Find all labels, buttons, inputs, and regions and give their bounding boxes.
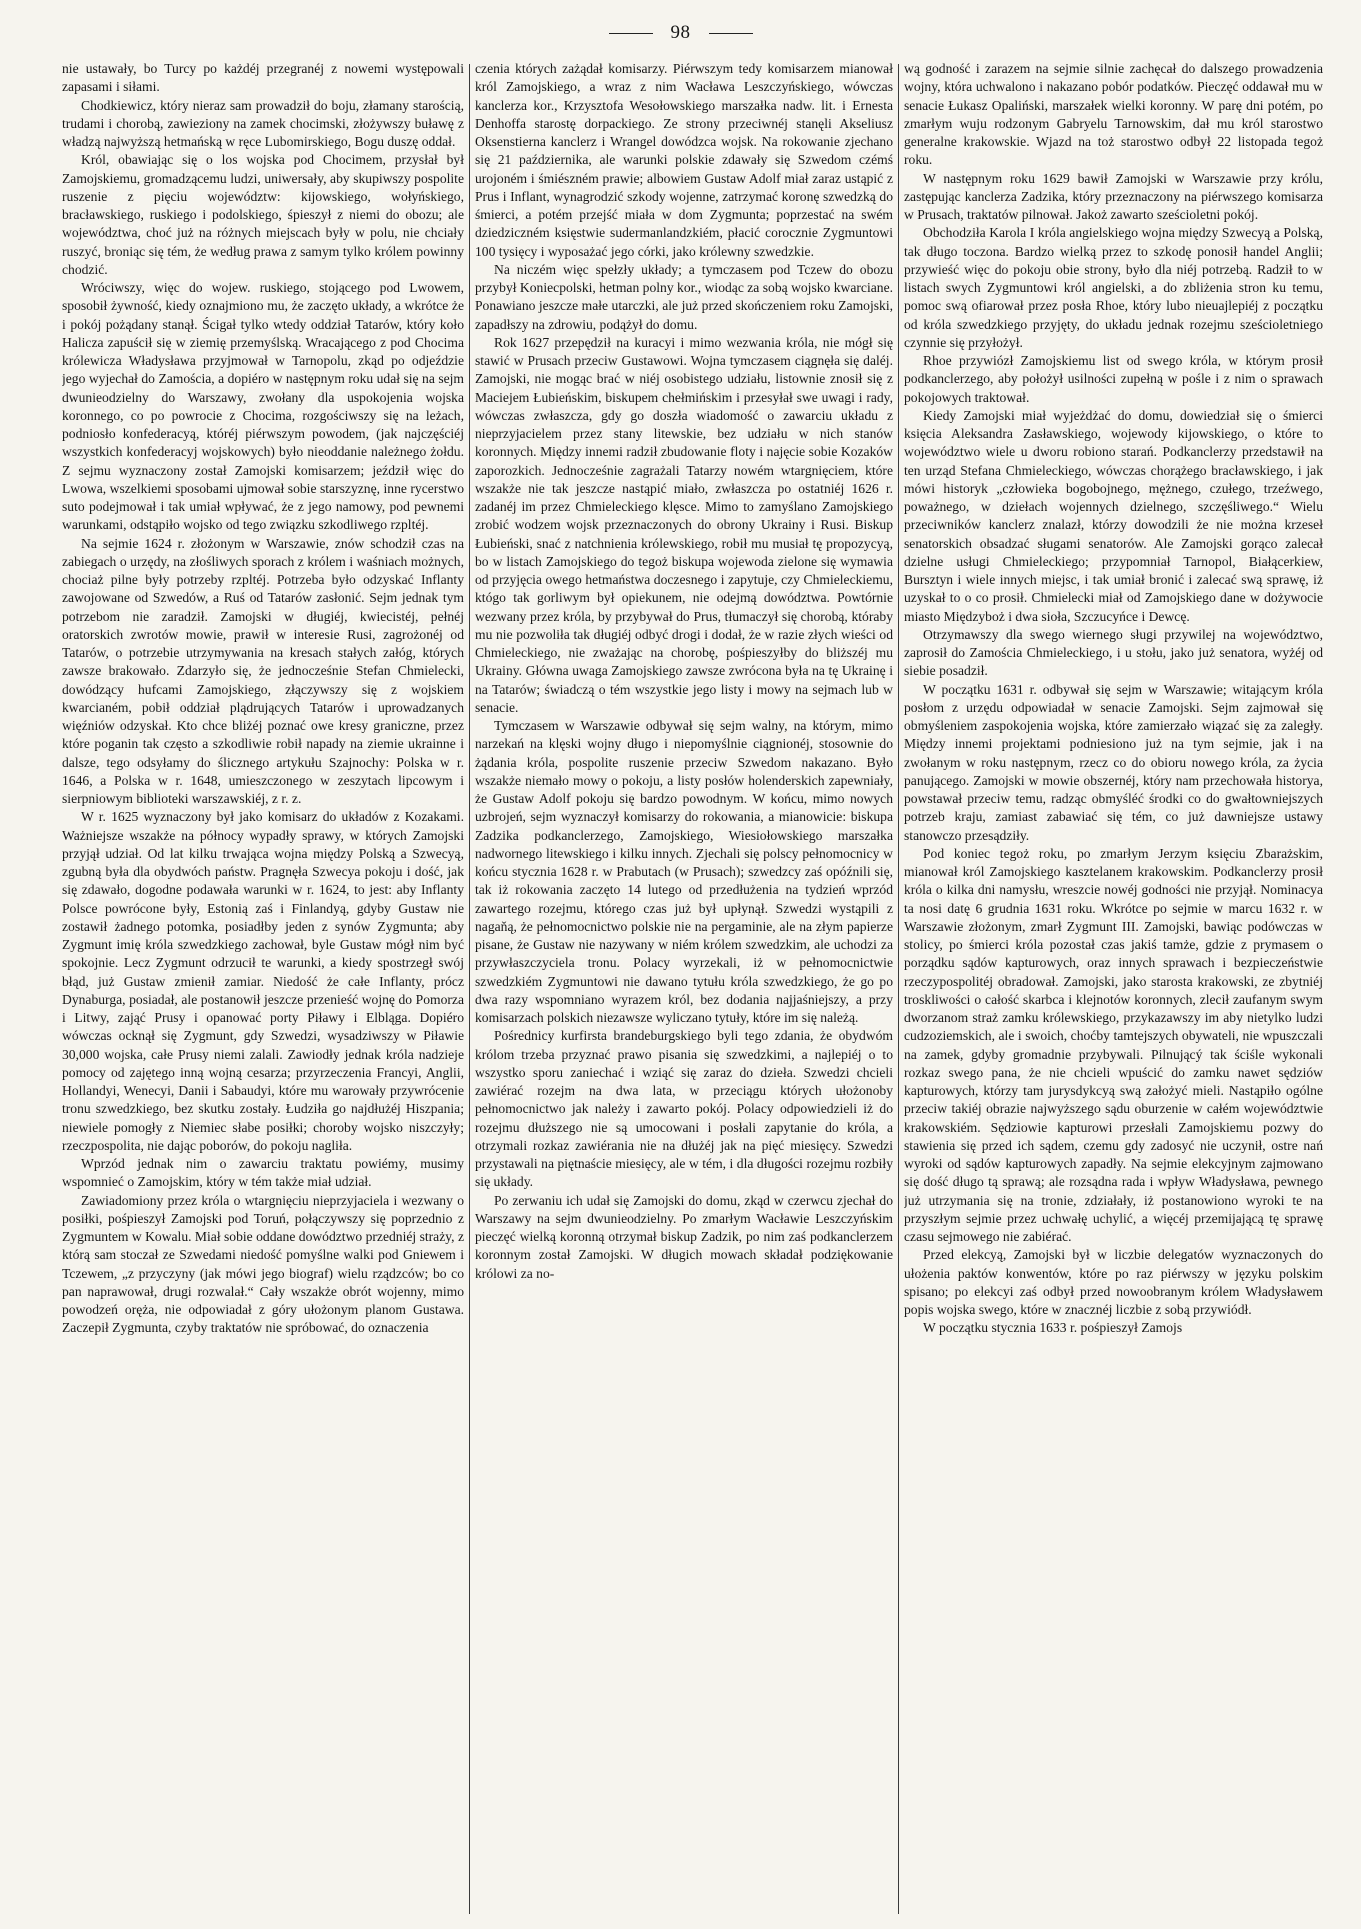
paragraph: Kiedy Zamojski miał wyjeżdżać do domu, dowiedział się o śmierci księcia Aleksandra Zasławskiego, wojewody kijowskiego, o które to województwo wiele u dworu robiono starań. Podkanclerzy przedstawił na ten urząd Stefana Chmieleckiego, wówczas chorążego bracławskiego, i jak mówi historyk „człowieka bogobojnego, mężnego, czułego, trzeźwego, poważnego, w dziełach wojennych dzielnego, szczęśliwego.“ Wielu przeciwników kanclerz znalazł, którzy dowodzili że nie można krzeseł senatorskich obsadzać sługami senatorów. Ale Zamojski gorąco zalecał dzielne usługi Chmieleckiego; przypomniał Tarnopol, Białącerkiew, Bursztyn i wiele innych miejsc, i tak umiał bronić i zalecać swą sprawę, iż uzyskał to o co prosił. Chmielecki miał od Zamojskiego dane w dożywocie miasto Międzyboż i dwa sioła, Szczucyńce i Dewcę. [904, 407, 1323, 624]
text-column-1 [62, 60, 464, 1918]
header-rule-left [609, 33, 653, 34]
paragraph: Przed elekcyą, Zamojski był w liczbie delegatów wyznaczonych do ułożenia paktów konwentów, które po raz piérwszy w języku polskim spisano; po elekcyi zaś odbył przed nowoobranym królem Władysławem popis wojska swego, które w znacznéj liczbie z sobą przywiódł. [904, 1247, 1323, 1317]
paragraph: nie ustawały, bo Turcy po każdéj przegranéj z nowemi występowali zapasami i siłami. [62, 61, 464, 95]
paragraph: czenia których zażądał komisarzy. Piérwszym tedy komisarzem mianował król Zamojskiego, a wraz z nim Wacława Leszczyńskiego, wówczas kanclerza kor., Krzysztofa Wesołowskiego marszałka nadw. lit. i Ernesta Denhoffa starostę dorpackiego. Ze strony przeciwnéj stanęli Akseliusz Oksenstierna kanclerz i Wrangel dowódzca wojsk. Na rokowanie zjechano się 21 października, ale warunki polskie zdawały się Szwedom czémś urojoném i śmiészném prawie; albowiem Gustaw Adolf miał zaraz ustąpić z Prus i Inflant, wynagrodzić szkody wojenne, zatrzymać koronę szwedzką do śmierci, a potém przejść miała w dom Zygmunta; poprzestać na swém dziedziczném księstwie sudermanlandzkiém, płacić corocznie Zygmuntowi 100 tysięcy i wyposażać jego córki, jako królewny szwedzkie. [475, 61, 893, 259]
paragraph: Tymczasem w Warszawie odbywał się sejm walny, na którym, mimo narzekań na klęski wojny długo i niepomyślnie ciągnionéj, stosownie do żądania króla, pospolite ruszenie przeciw Szwedom nakazano. Było wszakże niemało mowy o pokoju, a listy posłów holenderskich zapewniały, że Gustaw Adolf pokoju się bardzo powodnym. W końcu, mimo nowych uzbrojeń, sejm wyznaczył komisarzy do rokowania, a mianowicie: biskupa Zadzika podkanclerzego, Zamojskiego, Wiesiołowskiego marszałka nadwornego litewskiego i kilku innych. Zjechali się polscy pełnomocnicy w końcu stycznia 1628 r. w Prabutach (w Prusach); szwedzcy zaś opóźnili się, tak iż rokowania zaczęto 14 lutego od przedłużenia na tydzień wprzód zawartego rozejmu, którego czas już był upłynął. Szwedzi wystąpili z nagaňą, że pełnomocnictwo polskie nie na pergaminie, ale na złym papierze pisane, że Gustaw nie nazywany w niém królem szwedzkim, ale uchodzi za przywłaszczyciela tronu. Polacy wyrzekali, iż w pełnomocnictwie szwedzkiém Zygmuntowi nie dawano tytułu króla szwedzkiego, że go po dwa razy wspomniano wyrazem król, bez dodania najjaśniejszy, a przy komisarzach polskich niezawsze wyliczano tytuły, które im się należą. [475, 718, 893, 1025]
paragraph: W następnym roku 1629 bawił Zamojski w Warszawie przy królu, zastępując kanclerza Zadzika, który przeznaczony na piérwszego komisarza w Prusach, traktatów pilnował. Jakoż zawarto sześcioletni pokój. [904, 170, 1323, 222]
paragraph: Na niczém więc spełzły układy; a tymczasem pod Tczew do obozu przybył Koniecpolski, hetman polny kor., wiodąc za sobą wojsko kwarciane. Ponawiano jeszcze małe utarczki, ale już przed skończeniem roku Zamojski, zapadłszy na zdrowiu, podążył do domu. [475, 261, 893, 332]
paragraph: Wróciwszy, więc do wojew. ruskiego, stojącego pod Lwowem, sposobił żywność, kiedy oznajmiono mu, że zaczęto układy, a wkrótce że i pokój pożądany stanął. Ścigał tylko wtedy oddział Tatarów, który koło Halicza zapuścił się w ziemię przemyślską. Wracającego z pod Chocima królewicza Władysława przyjmował w Tarnopolu, zkąd po odjeździe jego wyjechał do Zamościa, a dopiéro w następnym roku udał się na sejm dwunieodzielny do Warszawy, zwołany dla uspokojenia wojska koronnego, co po powrocie z Chocima, rozgościwszy się na leżach, podniosło konfederacyą, któréj piérwszym powodem, (jak najczęściéj wszystkich konfederacyj wojskowych) było nieoddanie należnego żołdu. Z sejmu wyznaczony został Zamojski komisarzem; jeździł więc do Lwowa, wszelkiemi sposobami ujmował sobie starszyznę, inne rycerstwo suto podejmował i tak umiał wpływać, że z jego namowy, pod pewnemi warunkami, odstąpiło wojsko od tego związku szkodliwego rzpltéj. [62, 280, 464, 533]
page-header [0, 8, 1361, 58]
text-column-2 [475, 60, 893, 1918]
column-divider [469, 64, 470, 1914]
paragraph: W początku stycznia 1633 r. pośpieszył Zamojs [923, 1320, 1183, 1336]
text-column-3 [904, 60, 1323, 1918]
paragraph: Król, obawiając się o los wojska pod Chocimem, przysłał był Zamojskiemu, gromadzącemu ludzi, uniwersały, aby skupiwszy pospolite ruszenie z pięciu województw: kijowskiego, wołyńskiego, bracławskiego, ruskiego i podolskiego, śpieszył z niemi do obozu; ale województwa, choć już na różnych miejscach były w polu, nie chciały ruszyć, broniąc się tém, że według prawa z samym tylko królem powinny chodzić. [62, 152, 464, 277]
paragraph: wą godność i zarazem na sejmie silnie zachęcał do dalszego prowadzenia wojny, która uchwalono i nakazano pobór podatków. Pieczęć oddawał mu w senacie Łukasz Opaliński, marszałek wielki koronny. W parę dni potém, po zmarłym wuju rodzonym Gabryelu Tarnowskim, dał mu król starostwo generalne krakowskie. Wjazd na toż starostwo odbył 22 listopada tegoż roku. [904, 61, 1323, 168]
paragraph: Zawiadomiony przez króla o wtargnięciu nieprzyjaciela i wezwany o posiłki, pośpieszył Zamojski pod Toruń, połączywszy się poprzednio z Zygmuntem w Kowalu. Miał sobie oddane dowództwo przedniéj straży, z którą sam stoczał ze Szwedami niedość pomyślne walki pod Gniewem i Tczewem, „z przyczyny (jak mówi jego biograf) wielu rządzców; bo co pan naprawował, drugi rozwalał.“ Cały wszakże obrót wojenny, mimo powodzeń oręża, nie odpowiadał z góry ułożonym planom Gustawa. Zaczepił Zygmunta, czyby traktatów nie spróbować, do oznaczenia [62, 1192, 464, 1336]
paragraph: Na sejmie 1624 r. złożonym w Warszawie, znów schodził czas na zabiegach o urzędy, na złośliwych sporach z królem i waśniach możnych, chociaż pilne były potrzeby rzpltéj. Potrzeba było odzyskać Inflanty zawojowane od Szwedów, a Ruś od Tatarów zasłonić. Sejm jednak tym potrzebom nie zaradził. Zamojski w długiéj, kwiecistéj, pełnéj oratorskich zwrotów mowie, prawił w interesie Rusi, zagrożonéj od Tatarów, o potrzebie utrzymywania na kresach stałych załóg, których zawsze brakowało. Zdarzyło się, że jednocześnie Stefan Chmielecki, dowódzący hufcami Zamojskiego, złączywszy się z wojskiem kwarcianém, pobił oddział plądrujących Tatarów i uprowadzanych więźniów odzyskał. Kto chce bliżéj poznać owe kresy graniczne, przez które poganin tak często a szkodliwie robił napady na ziemie ukrainne i dalsze, tego odsyłamy do ślicznego artykułu Szajnochy: Polska w r. 1646, a Polska w r. 1648, umieszczonego w zeszytach lipcowym i sierpniowym biblioteki warszawskiéj, z r. z. [62, 535, 464, 806]
paragraph: Obchodziła Karola I króla angielskiego wojna między Szwecyą a Polską, tak długo toczona. Bardzo wielką przez to szkodę ponosił handel Anglii; przywieść więc do pokoju obie strony, było dla niéj potrzebą. Radził to w listach swych Zygmuntowi król angielski, a do zbliżenia stron ku temu, pomoc swą ofiarował przez posła Rhoe, który lubo nieuajlepiéj z początku od króla szwedzkiego przyjęty, do układu jednak rozejmu sześcioletniego czynnie się przyłożył. [904, 225, 1323, 350]
paragraph: Rhoe przywiózł Zamojskiemu list od swego króla, w którym prosił podkanclerzego, aby położył usilności zupełną w pośle i z nim o sprawach pokojowych traktował. [904, 353, 1323, 405]
paragraph: Otrzymawszy dla swego wiernego sługi przywilej na województwo, zaprosił do Zamościa Chmieleckiego, i u stołu, jako już senatora, wyżéj od siebie posadził. [904, 626, 1323, 679]
page-number: 98 [670, 22, 691, 43]
column-divider [898, 64, 899, 1914]
paragraph: Chodkiewicz, który nieraz sam prowadził do boju, złamany starością, trudami i chorobą, zawieziony na zamek chocimski, złożywszy buławę z władzą najwyższą hetmańską w ręce Lubomirskiego, Bogu duszę oddał. [62, 97, 464, 149]
paragraph: Po zerwaniu ich udał się Zamojski do domu, zkąd w czerwcu zjechał do Warszawy na sejm dwunieodzielny. Po zmarłym Wacławie Leszczyńskim pieczęć wielką koronną otrzymał biskup Zadzik, po nim zaś podkanclerzem koronnym został Zamojski. W długich mowach składał podziękowanie królowi za no- [475, 1192, 893, 1281]
paragraph: Rok 1627 przepędził na kuracyi i mimo wezwania króla, nie mógł się stawić w Prusach przeciw Gustawowi. Wojna tymczasem ciągnęła się daléj. Zamojski, nie mogąc brać w niéj osobistego udziału, listownie znosił się z Maciejem Łubieńskim, biskupem chełmińskim i przesyłał swe uwagi i rady, wówczas zwłaszcza, gdy go doszła wiadomość o zawarciu układu z nieprzyjacielem przez stany litewskie, bez udziału w nich stanów koronnych. Między innemi radził zbudowanie floty i najęcie sobie Kozaków zaporozkich. Jednocześnie zagrażali Tatarzy nowém wtargnięciem, które wszakże nie tak jeszcze nastąpić miało, zwłaszcza po ostatniéj 1626 r. zadanéj im przez Chmieleckiego klęsce. Mimo to zamyślano Zamojskiego zrobić wodzem wojsk przeznaczonych do obrony Ukrainy i Rusi. Biskup Łubieński, snać z natchnienia królewskiego, robił mu musiał tę propozycyą, bo w listach Zamojskiego do tegoż biskupa wojewoda zielone się wymawia od przyjęcia owego hetmaństwa doczesnego i zapytuje, czy Chmieleckiemu, któgo tak gorliwym był opiekunem, nie odejmą dowództwa. Powtórnie wezwany przez króla, by przybywał do Prus, tłumaczył się chorobą, któraby mu nie pozwoliła tak długiéj odbyć drogi i dodał, że w razie złych wieści od Chmieleckiego, nie zważając na chorobę, pośpieszyłby do bliższéj mu Ukrainy. Główna uwaga Zamojskiego zawsze zwrócona była na tę Ukrainę i na Tatarów; świadczą o tém wszystkie jego listy i mowy na sejmach lub w senacie. [475, 334, 893, 715]
paragraph: Pośrednicy kurfirsta brandeburgskiego byli tego zdania, że obydwóm królom trzeba przyznać prawo pisania się szwedzkimi, a najlepiéj o to wszystko sporu zaniechać i wziąć się zaraz do dzieła. Szwedzi chcieli zawiérać rozejm na dwa lata, w przeciągu których ułożonoby pełnomocnictwo jak należy i zawarto pokój. Polacy odpowiedzieli iż do rozejmu dłuższego nie są umocowani i posłali zapytanie do króla, a otrzymali rozkaz zawiérania nie na dłużéj jak na pięć miesięcy. Szwedzi przystawali na piętnaście miesięcy, ale w tém, i dla długości rozejmu rozbiły się układy. [475, 1028, 893, 1190]
paragraph: Wprzód jednak nim o zawarciu traktatu powiémy, musimy wspomnieć o Zamojskim, który w tém także miał udział. [62, 1156, 464, 1190]
paragraph: W początku 1631 r. odbywał się sejm w Warszawie; witającym króla posłom z urzędu odpowiadał w senacie Zamojski. Sejm zajmował się obmyśleniem zaspokojenia wojska, które zamierzało wiązać się za zaległy. Między innemi projektami podniesiono już na tym sejmie, jak i na zwołanym w roku następnym, rzecz co do obioru nowego króla, za życia panującego. Zamojski w mowie obszernéj, który nam przechowała historya, powstawał przeciw temu, radząc obmyśléć środki co do gwałtowniejszych potrzeb kraju, zamiast zabawiać się tém, co już dawniejsze ustawy stanowczo przesądziły. [904, 681, 1323, 843]
paragraph: Pod koniec tegoż roku, po zmarłym Jerzym księciu Zbarażskim, mianował król Zamojskiego kasztelanem krakowskim. Podkanclerzy prosił króla o kilka dni namysłu, wreszcie nowéj godności nie przyjął. Nominacya ta nosi datę 6 grudnia 1631 roku. Wkrótce po sejmie w marcu 1632 r. w Warszawie złożonym, zmarł Zygmunt III. Zamojski, bawiąc podówczas w stolicy, po śmierci króla pozostał czas jakiś tamże, gdzie z prymasem o porządku sądów kapturowych, oraz innych sprawach i bezpieczeństwie rzeczypospolitéj obradował. Zamojski, jako starosta krakowski, ze zbytniéj troskliwości o całość skarbca i klejnotów koronnych, zlecił zaufanym swym dworzanom straż zamku królewskiego, przykazawszy im aby nietylko ludzi cudzoziemskich, ale i swoich, choćby tamtejszych obywateli, nie wpuszczali na zamek, gdyby gromadnie przybywali. Pilnującý tak ściśle wykonali rozkaz swego pana, że nie chcieli wpuścić do zamku nawet sędziów kapturowych, którzy tam jurysdykcyą swą założyć mieli. Nastąpiło ogólne przeciw takiéj obrazie najwyższego sądu oburzenie w całém województwie krakowskiém. Sędziowie kapturowi przesłali Zamojskiemu pozwy do stawienia się przed ich sądem, czemu gdy zadosyć nie uczynił, ostre nań wyroki od sądów kapturowych zapadły. Na sejmie elekcyjnym zajmowano się dość długo tą sprawą; ale rozsądna rada i wpływ Władysława, pewnego już utrzymania się na tronie, zdziałały, iż postanowiono wyroki te na przyszłym sejmie przez uchwałę uchylić, a więcéj przemijającą tę sprawę czasu sejmowego nie zabiérać. [904, 845, 1323, 1244]
paragraph: W r. 1625 wyznaczony był jako komisarz do układów z Kozakami. Ważniejsze wszakże na północy wypadły sprawy, w których Zamojski przyjął udział. Od lat kilku trwająca wojna między Polską a Szwecyą, zgubną była dla obydwóch państw. Pragnęła Szwecya pokoju i dość, jak się zdawało, dogodne podawała warunki w r. 1624, to jest: aby Inflanty Polsce powrócone były, Estonią zaś i Finlandyą, gdyby Gustaw nie zostawił żadnego potomka, posiadłby jeden z synów Zygmunta; aby Zygmunt imię króla szwedzkiego zachował, byle Gustaw mógł nim być spokojnie. Lecz Zygmunt odrzucił te warunki, a kiedy spostrzegł swój błąd, już Gustaw zmienił zamiar. Niedość że całe Inflanty, prócz Dynaburga, posiadał, ale postanowił jeszcze przenieść wojnę do Pomorza i Litwy, zająć Prusy i opanować porty Piławy i Elbląga. Dopiéro wówczas ocknął się Zygmunt, gdy Szwedzi, wysadziwszy w Piławie 30,000 wojska, całe Prusy niemi zalali. Zawiodły jednak króla nadzieje pomocy od zajętego inną wojną cesarza; przyrzeczenia Francyi, Anglii, Hollandyi, Wenecyi, Danii i Sabaudyi, które mu warowały przywrócenie tronu szwedzkiego, bez skutku zostały. Łudziła go najdłużéj Hiszpania; niewiele pomogły z Niemiec słabe posiłki; choroby wojsko niszczyły; rzeczpospolita, nie dając poborów, do pokoju nagliła. [62, 809, 464, 1153]
header-rule-right [709, 33, 753, 34]
